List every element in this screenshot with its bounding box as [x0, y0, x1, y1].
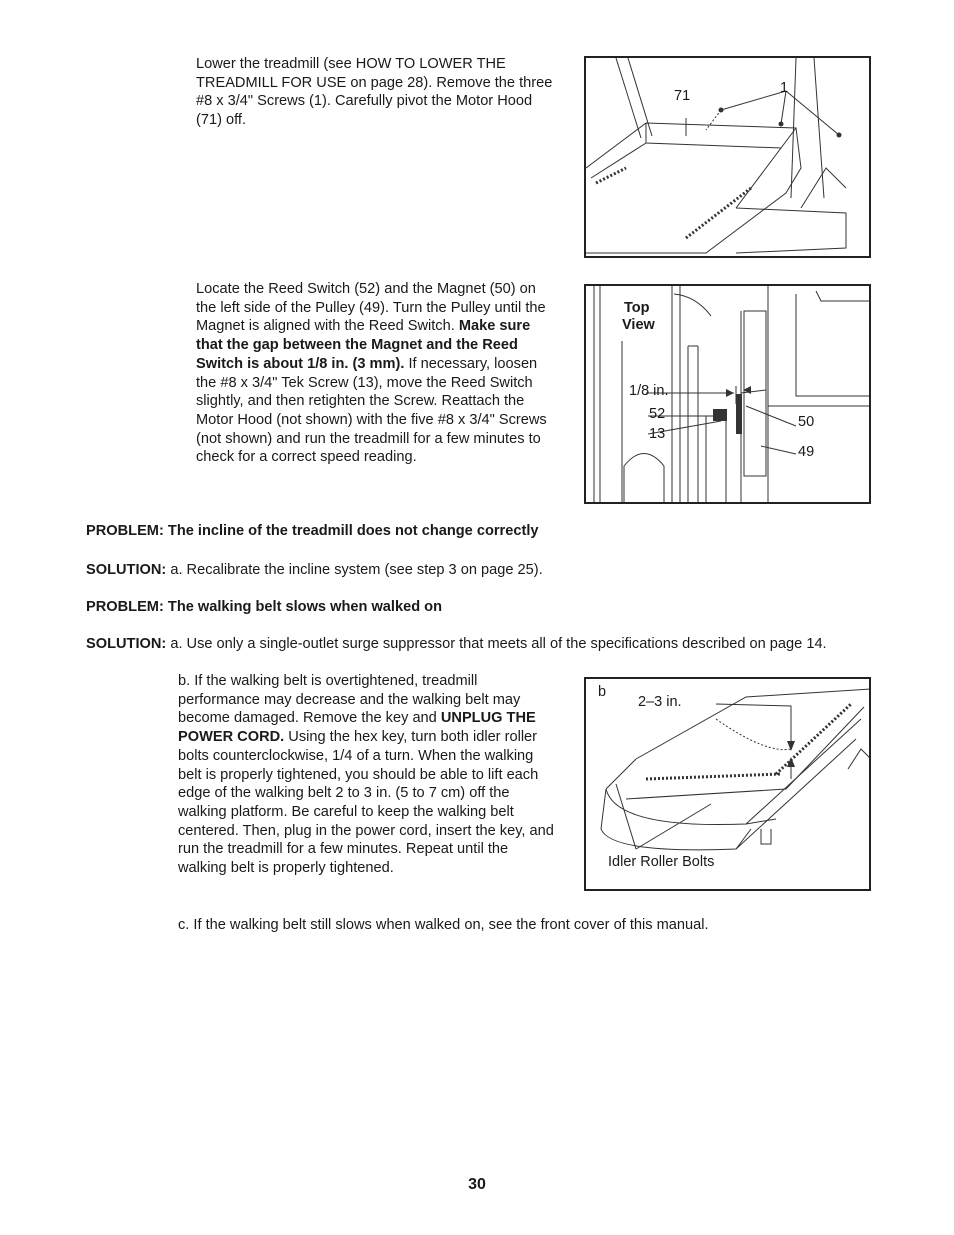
problem-1: PROBLEM: The incline of the treadmill does not change correctly	[86, 523, 539, 539]
reed-switch-figure	[584, 284, 871, 504]
walking-belt-figure	[584, 677, 871, 891]
motor-hood-illustration	[586, 58, 871, 258]
problem-2: PROBLEM: The walking belt slows when walked on	[86, 599, 442, 615]
motor-hood-figure	[584, 56, 871, 258]
solution-2-c: c. If the walking belt still slows when walked on, see the front cover of this manual.	[178, 917, 709, 933]
label-step-b: b	[598, 684, 607, 700]
label-screws: 1	[780, 80, 789, 96]
label-gap: 1/8 in.	[629, 383, 669, 399]
label-top: Top	[624, 300, 650, 316]
label-reed-switch: 52	[649, 406, 666, 422]
label-idler-roller-bolts: Idler Roller Bolts	[608, 854, 715, 870]
page-number: 30	[468, 1176, 486, 1193]
solution-2-b: b. If the walking belt is overtightened, treadmill performance may decrease and the walking belt may become damaged. Remove the key and UNPLUG THE POWER CORD. Using the hex key, turn both idler roller bolts counterclockwise, 1/4 of a turn. When the walking belt is properly tightened, you should be able to lift each edge of the walking belt 2 to 3 in. (5 to 7 cm) off the walking platform. Be careful to keep the walking belt centered. Then, plug in the power cord, insert the key, and run the treadmill for a few minutes. Repeat until the walking belt is properly tightened.	[178, 673, 554, 877]
label-belt-lift: 2–3 in.	[638, 694, 682, 710]
label-tek-screw: 13	[649, 426, 666, 442]
label-pulley: 49	[798, 444, 815, 460]
label-view: View	[622, 317, 655, 333]
label-magnet: 50	[798, 414, 815, 430]
solution-2-a: SOLUTION: a. Use only a single-outlet surge suppressor that meets all of the specifications described on page 14.	[86, 636, 827, 652]
label-motor-hood: 71	[674, 88, 691, 104]
solution-1: SOLUTION: a. Recalibrate the incline system (see step 3 on page 25).	[86, 562, 543, 578]
step2-text: Locate the Reed Switch (52) and the Magnet (50) on the left side of the Pulley (49). Turn the Pulley until the Magnet is aligned with the Reed Switch. Make sure that the gap between the Magnet and the Reed Switch is about 1/8 in. (3 mm). If necessary, loosen the #8 x 3/4" Tek Screw (13), move the Reed Switch slightly, and then retighten the Screw. Reattach the Motor Hood (not shown) with the five #8 x 3/4" Screws (not shown) and run the treadmill for a few minutes to check for a correct speed reading.	[196, 281, 547, 466]
step1-text: Lower the treadmill (see HOW TO LOWER THE TREADMILL FOR USE on page 28). Remove the three #8 x 3/4" Screws (1). Carefully pivot the Motor Hood (71) off.	[196, 56, 553, 129]
